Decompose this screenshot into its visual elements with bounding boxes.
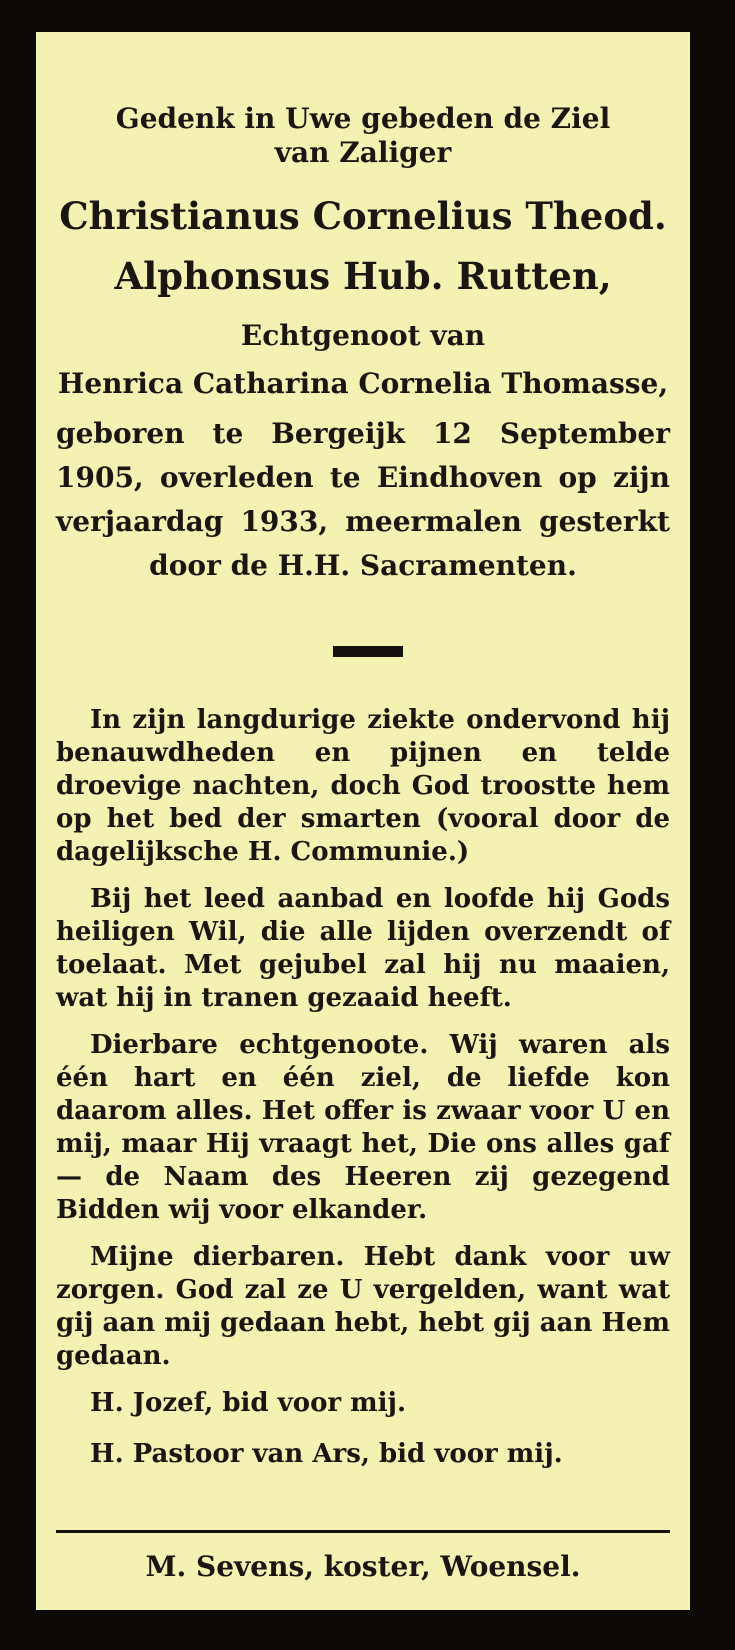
- prayer-ars: H. Pastoor van Ars, bid voor mij.: [90, 1439, 563, 1469]
- deceased-name-line-1: Christianus Cornelius Theod.: [59, 194, 667, 238]
- spouse-name: Henrica Catharina Cornelia Thomasse,: [57, 367, 669, 400]
- printer-credit: M. Sevens, koster, Woensel.: [145, 1550, 581, 1583]
- life-details: geboren te Bergeijk 12 September 1905, overleden te Eindhoven op zijn verjaardag 1933, meermalen gesterkt door de H.H. Sacramenten.: [56, 417, 670, 582]
- intro-line-2: van Zaliger: [274, 136, 452, 169]
- paragraph-spouse: Dierbare echtgenoote. Wij waren als één hart en één ziel, de liefde kon daarom alles. Het offer is zwaar voor U en mij, maar Hij vraagt het, Die ons alles gaf — de Naam des Heeren zij gezegend Bidden wij voor elkander.: [56, 1030, 670, 1225]
- divider-short: [333, 646, 403, 657]
- paragraph-illness: In zijn langdurige ziekte ondervond hij benauwdheden en pijnen en telde droevige nachten, doch God troostte hem op het bed der smarten (vooral door de dagelijksche H. Communie.): [56, 705, 670, 867]
- paragraph-suffering: Bij het leed aanbad en loofde hij Gods heiligen Wil, die alle lijden overzendt of toelaat. Met gejubel zal hij nu maaien, wat hij in tranen gezaaid heeft.: [56, 884, 670, 1013]
- memorial-card: [36, 32, 690, 1610]
- spouse-label: Echtgenoot van: [240, 319, 486, 352]
- deceased-name-line-2: Alphonsus Hub. Rutten,: [114, 254, 612, 298]
- prayer-jozef: H. Jozef, bid voor mij.: [90, 1388, 407, 1418]
- paragraph-family: Mijne dierbaren. Hebt dank voor uw zorgen. God zal ze U vergelden, want wat gij aan mij gedaan hebt, hebt gij aan Hem gedaan.: [56, 1242, 670, 1371]
- card-body: [56, 704, 670, 1489]
- intro-line-1: Gedenk in Uwe gebeden de Ziel: [115, 102, 611, 135]
- divider-long: [56, 1530, 670, 1533]
- card-header: [36, 102, 690, 588]
